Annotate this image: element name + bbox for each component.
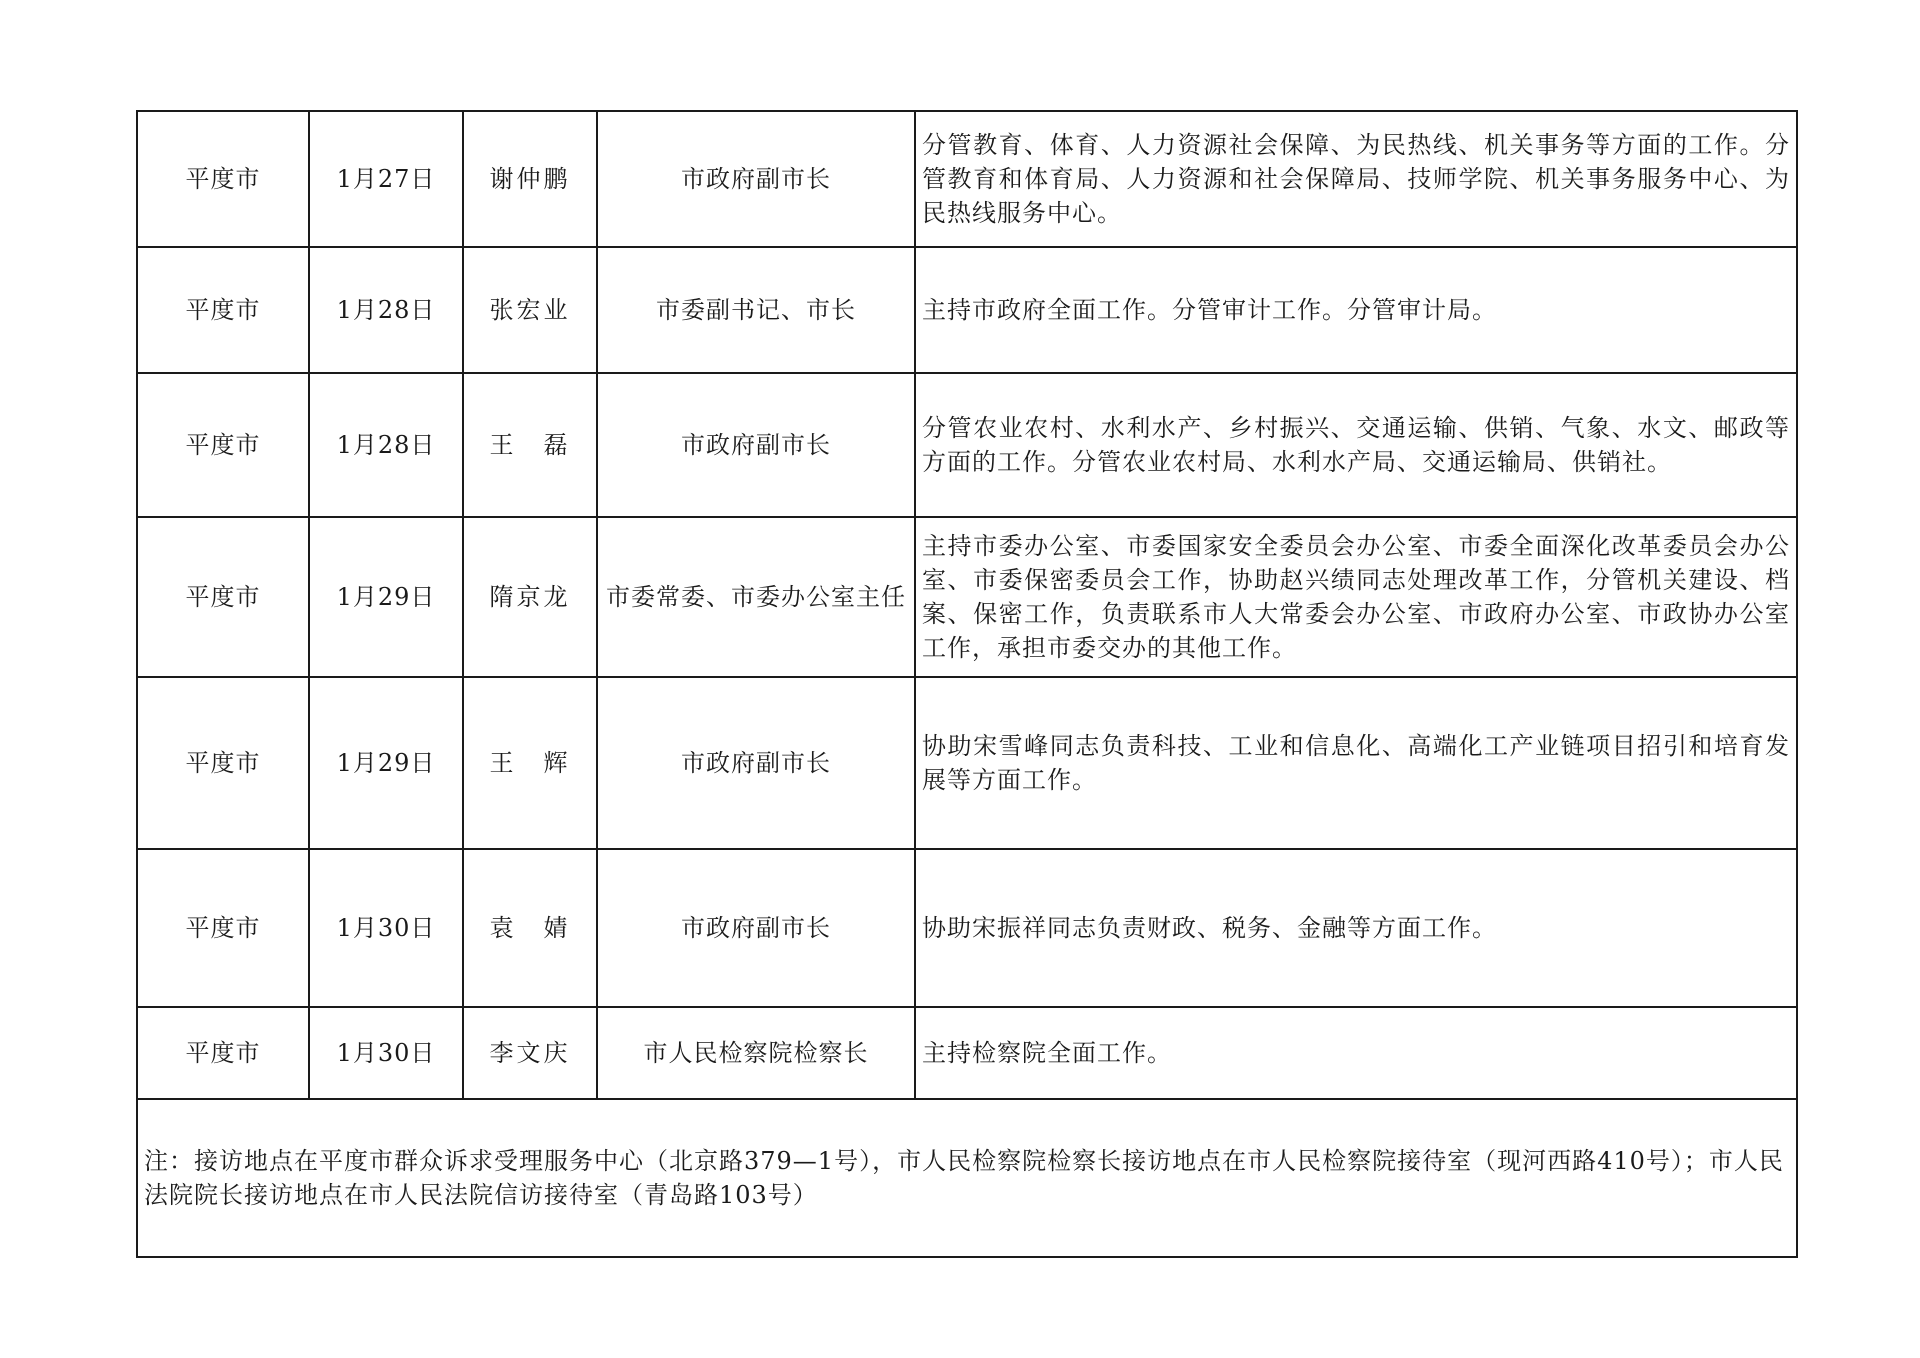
- table-row: [137, 373, 1797, 517]
- date-cell: 1月28日: [309, 373, 463, 517]
- date-cell: 1月28日: [309, 247, 463, 373]
- note-row: [137, 1099, 1797, 1257]
- date-cell: 1月29日: [309, 677, 463, 849]
- date-cell: 1月30日: [309, 1007, 463, 1099]
- table-row: [137, 247, 1797, 373]
- duties-cell: 主持市政府全面工作。分管审计工作。分管审计局。: [915, 247, 1797, 373]
- duties-cell: 主持市委办公室、市委国家安全委员会办公室、市委全面深化改革委员会办公室、市委保密委员会工作，协助赵兴绩同志处理改革工作，分管机关建设、档案、保密工作，负责联系市人大常委会办公室、市政府办公室、市政协办公室工作，承担市委交办的其他工作。: [915, 517, 1797, 677]
- official-name: 张宏业: [489, 296, 571, 324]
- name-cell: [463, 373, 597, 517]
- position-cell: 市委副书记、市长: [597, 247, 915, 373]
- table-row: [137, 677, 1797, 849]
- table-row: [137, 1007, 1797, 1099]
- official-name: 王 磊: [489, 431, 571, 459]
- name-cell: [463, 247, 597, 373]
- date-cell: 1月30日: [309, 849, 463, 1007]
- city-cell: 平度市: [137, 373, 309, 517]
- date-cell: 1月29日: [309, 517, 463, 677]
- date-cell: 1月27日: [309, 111, 463, 247]
- duties-cell: 协助宋雪峰同志负责科技、工业和信息化、高端化工产业链项目招引和培育发展等方面工作。: [915, 677, 1797, 849]
- name-cell: [463, 111, 597, 247]
- city-cell: 平度市: [137, 247, 309, 373]
- name-cell: [463, 849, 597, 1007]
- name-cell: [463, 1007, 597, 1099]
- duties-cell: 分管农业农村、水利水产、乡村振兴、交通运输、供销、气象、水文、邮政等方面的工作。分管农业农村局、水利水产局、交通运输局、供销社。: [915, 373, 1797, 517]
- official-name: 李文庆: [489, 1039, 571, 1067]
- position-cell: 市政府副市长: [597, 373, 915, 517]
- note-text: 注：接访地点在平度市群众诉求受理服务中心（北京路379—1号），市人民检察院检察长接访地点在市人民检察院接待室（现河西路410号）；市人民法院院长接访地点在市人民法院信访接待室（青岛路103号）: [137, 1099, 1797, 1257]
- official-name: 袁 婧: [489, 914, 571, 942]
- official-name: 隋京龙: [489, 583, 571, 611]
- name-cell: [463, 677, 597, 849]
- reception-schedule-table: [136, 110, 1798, 1258]
- official-name: 谢仲鹏: [489, 165, 571, 193]
- city-cell: 平度市: [137, 1007, 309, 1099]
- position-cell: 市政府副市长: [597, 849, 915, 1007]
- table-row: [137, 111, 1797, 247]
- duties-cell: 主持检察院全面工作。: [915, 1007, 1797, 1099]
- table-row: [137, 849, 1797, 1007]
- table-row: [137, 517, 1797, 677]
- city-cell: 平度市: [137, 849, 309, 1007]
- position-cell: 市人民检察院检察长: [597, 1007, 915, 1099]
- name-cell: [463, 517, 597, 677]
- duties-cell: 分管教育、体育、人力资源社会保障、为民热线、机关事务等方面的工作。分管教育和体育局、人力资源和社会保障局、技师学院、机关事务服务中心、为民热线服务中心。: [915, 111, 1797, 247]
- position-cell: 市政府副市长: [597, 677, 915, 849]
- position-cell: 市委常委、市委办公室主任: [597, 517, 915, 677]
- city-cell: 平度市: [137, 677, 309, 849]
- city-cell: 平度市: [137, 111, 309, 247]
- city-cell: 平度市: [137, 517, 309, 677]
- duties-cell: 协助宋振祥同志负责财政、税务、金融等方面工作。: [915, 849, 1797, 1007]
- official-name: 王 辉: [489, 749, 571, 777]
- position-cell: 市政府副市长: [597, 111, 915, 247]
